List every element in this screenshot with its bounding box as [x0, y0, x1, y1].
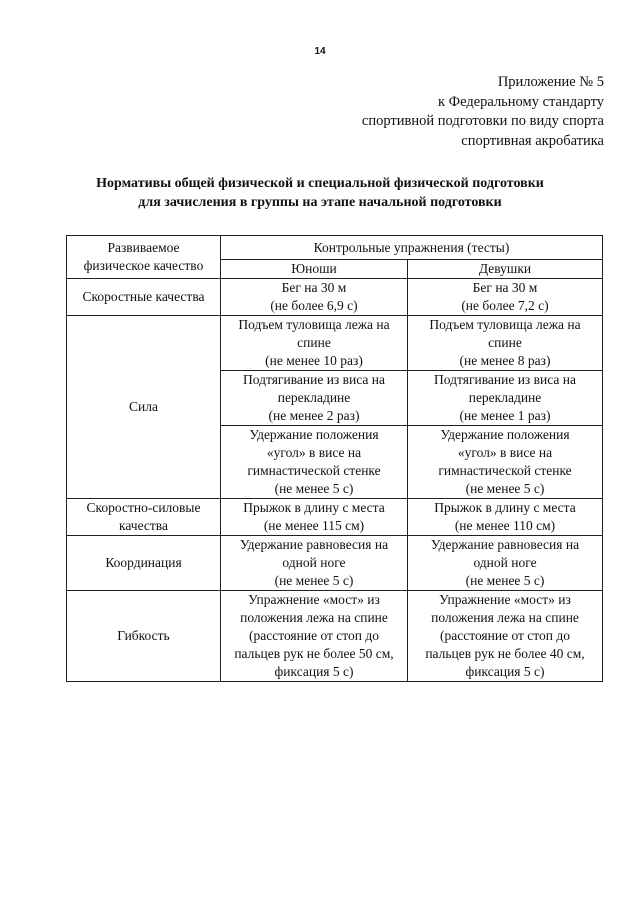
- girls-test-cell: [408, 316, 603, 371]
- cell-line: физическое качество: [83, 258, 204, 273]
- cell-line: Упражнение «мост» из: [439, 592, 571, 607]
- table-row: [67, 499, 603, 536]
- boys-test-cell: [221, 591, 408, 682]
- cell-line: Подтягивание из виса на: [434, 372, 576, 387]
- norms-table: [66, 235, 603, 682]
- boys-test-cell: [221, 279, 408, 316]
- cell-line: гимнастической стенке: [247, 463, 381, 478]
- cell-line: (не менее 5 с): [465, 573, 545, 588]
- cell-line: Удержание положения: [440, 427, 570, 442]
- cell-line: Скоростные качества: [82, 289, 205, 304]
- cell-line: (не менее 115 см): [263, 518, 365, 533]
- cell-line: Подъем туловища лежа на: [429, 317, 581, 332]
- cell-line: Бег на 30 м: [281, 280, 347, 295]
- norms-table-body: [67, 236, 603, 682]
- girls-test-cell: [408, 371, 603, 426]
- cell-line: одной ноге: [473, 555, 537, 570]
- cell-line: (расстояние от стоп до: [249, 628, 379, 643]
- appendix-line: к Федеральному стандарту: [437, 93, 604, 110]
- cell-line: фиксация 5 с): [274, 664, 354, 679]
- table-row: [67, 591, 603, 682]
- girls-test-cell: [408, 279, 603, 316]
- appendix-line: Приложение № 5: [497, 74, 604, 90]
- girls-test-cell: [408, 536, 603, 591]
- quality-cell: [67, 536, 221, 591]
- appendix-line: спортивной подготовки по виду спорта: [361, 113, 604, 129]
- cell-line: Сила: [129, 399, 158, 414]
- cell-line: фиксация 5 с): [465, 664, 545, 679]
- cell-line: (не менее 1 раз): [459, 408, 551, 423]
- cell-line: пальцев рук не более 50 см,: [234, 646, 394, 661]
- cell-line: (расстояние от стоп до: [440, 628, 570, 643]
- page-number: 14: [314, 46, 326, 57]
- cell-line: спине: [488, 335, 522, 350]
- cell-line: Удержание равновесия на: [430, 537, 580, 552]
- cell-line: Подтягивание из виса на: [243, 372, 385, 387]
- girls-test-cell: [408, 426, 603, 499]
- header-girls-cell: Девушки: [408, 260, 603, 279]
- cell-line: Прыжок в длину с места: [434, 500, 576, 515]
- cell-line: Бег на 30 м: [472, 280, 538, 295]
- header-quality-cell: [67, 236, 221, 279]
- quality-cell: [67, 279, 221, 316]
- cell-line: перекладине: [277, 390, 351, 405]
- boys-test-cell: [221, 371, 408, 426]
- cell-line: Упражнение «мост» из: [248, 592, 380, 607]
- boys-test-cell: [221, 426, 408, 499]
- table-row: [67, 536, 603, 591]
- appendix-line: спортивная акробатика: [461, 132, 604, 149]
- title-line: Нормативы общей физической и специальной физической подготовки: [96, 176, 544, 191]
- table-row: [67, 279, 603, 316]
- girls-test-cell: [408, 499, 603, 536]
- cell-line: Удержание положения: [249, 427, 379, 442]
- quality-cell: [67, 591, 221, 682]
- cell-line: «угол» в висе на: [457, 445, 553, 460]
- cell-line: качества: [118, 518, 168, 533]
- quality-cell: [67, 316, 221, 499]
- appendix-block: [362, 73, 604, 151]
- table-row: [67, 316, 603, 371]
- boys-test-cell: [221, 536, 408, 591]
- cell-line: Скоростно-силовые: [86, 500, 201, 515]
- cell-line: одной ноге: [282, 555, 346, 570]
- cell-line: (не более 7,2 с): [461, 298, 549, 313]
- cell-line: положения лежа на спине: [240, 610, 388, 625]
- cell-line: (не более 6,9 с): [270, 298, 358, 313]
- cell-line: Гибкость: [117, 628, 170, 643]
- cell-line: Развиваемое: [107, 240, 180, 255]
- cell-line: положения лежа на спине: [431, 610, 579, 625]
- cell-line: (не менее 110 см): [454, 518, 556, 533]
- quality-cell: [67, 499, 221, 536]
- cell-line: (не менее 5 с): [465, 481, 545, 496]
- cell-line: спине: [297, 335, 331, 350]
- cell-line: Удержание равновесия на: [239, 537, 389, 552]
- header-boys-cell: Юноши: [221, 260, 408, 279]
- cell-line: «угол» в висе на: [266, 445, 362, 460]
- cell-line: Координация: [105, 555, 182, 570]
- table-header-row: [67, 236, 603, 260]
- boys-test-cell: [221, 499, 408, 536]
- cell-line: (не менее 2 раз): [268, 408, 360, 423]
- cell-line: (не менее 8 раз): [459, 353, 551, 368]
- cell-line: (не менее 10 раз): [265, 353, 363, 368]
- cell-line: (не менее 5 с): [274, 573, 354, 588]
- cell-line: (не менее 5 с): [274, 481, 354, 496]
- boys-test-cell: [221, 316, 408, 371]
- title-line: для зачисления в группы на этапе начальной подготовки: [138, 195, 502, 210]
- header-tests-cell: Контрольные упражнения (тесты): [221, 236, 603, 260]
- girls-test-cell: [408, 591, 603, 682]
- cell-line: гимнастической стенке: [438, 463, 572, 478]
- document-title: [0, 174, 640, 212]
- cell-line: перекладине: [468, 390, 542, 405]
- cell-line: Подъем туловища лежа на: [238, 317, 390, 332]
- cell-line: Прыжок в длину с места: [243, 500, 385, 515]
- cell-line: пальцев рук не более 40 см,: [425, 646, 585, 661]
